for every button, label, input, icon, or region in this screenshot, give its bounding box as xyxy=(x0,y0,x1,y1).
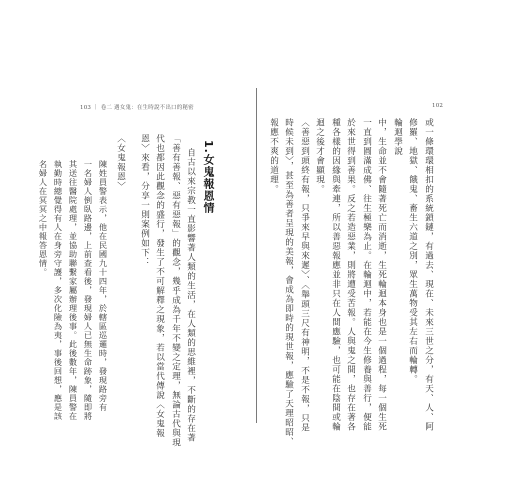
intro-line: 恩〉來看，分享一則案例如下： xyxy=(139,134,150,267)
right-page-line: 時候未到〉，甚至為善者呈現的美報，會成為即時的現世報，應驗了天理昭昭、 xyxy=(283,118,294,447)
quote-line: 其送往醫院處理，並協助聯繫家屬辦理後事。此後數年，陳員警在 xyxy=(68,160,79,421)
right-page-line: 或一條環環相扣的系統鎖鏈，有過去、現在、未來三世之分，有天、人、阿 xyxy=(423,118,434,432)
quote-label: 〈女鬼報恩〉 xyxy=(115,134,126,191)
right-page-line: 〈善惡到頭終有報，只爭來早與來遲〉、〈舉頭三尺有神明，不是不報，只是 xyxy=(299,118,310,433)
page-number-right: 102 xyxy=(432,103,444,109)
right-page-line: 中，生命並不會隨著死亡而消逝，生死輪迴本身也是一個過程，每一個生死 xyxy=(376,118,387,432)
page-gutter xyxy=(256,88,257,423)
intro-line: 「善有善報、惡有惡報」的觀念，幾乎成為千年不變之定理，無論古代與現 xyxy=(170,134,181,448)
right-page-line: 報應不爽的道理。 xyxy=(268,118,279,194)
right-page-line: 於來世得到善果。反之若造惡業，則將遭受苦報。人與鬼之間，也存在著各 xyxy=(345,118,356,432)
right-page-line: 一直到圓滿成佛、往生極樂為止。在輪迴中，若能在今生修養與善行，便能 xyxy=(361,118,372,432)
section-title: 1.女鬼報恩情 xyxy=(202,140,215,214)
right-page-line: 種各樣的因緣與牽連，所以善惡報應並非只在人間應驗，也可能在陰間或輪 xyxy=(330,118,341,432)
right-page-line: 迴之後才會顯現。 xyxy=(314,118,325,194)
running-header-left: 103 ｜ 卷二 遇女鬼：在生時說不出口的秘密 xyxy=(80,105,194,111)
intro-line: 代也都因此觀念的盛行，發生了不可解釋之現象，若以當代傳說〈女鬼報 xyxy=(154,134,165,438)
quote-line: 陳姓員警表示，他在民國九十四年，於轄區巡邏時，發現路旁有 xyxy=(98,160,109,412)
intro-line: 自古以來宗教一直影響著人類的生活，在人類的思維裡，不斷的存在著 xyxy=(185,148,196,443)
right-page-line: 修羅、地獄、餓鬼、畜生六道之別，眾生萬物受其左右而輪轉。 xyxy=(407,118,418,384)
quote-line: 一名婦人倒臥路邊，上前查看後，發現婦人已無生命跡象，隨即將 xyxy=(83,160,94,421)
quote-line: 執勤時總覺得有人在身旁守護，多次化險為夷，事後回想，應是該 xyxy=(53,160,64,421)
right-page-line: 輪迴學說 xyxy=(392,118,403,156)
quote-line: 名婦人在冥冥之中報答恩情。 xyxy=(38,160,49,277)
